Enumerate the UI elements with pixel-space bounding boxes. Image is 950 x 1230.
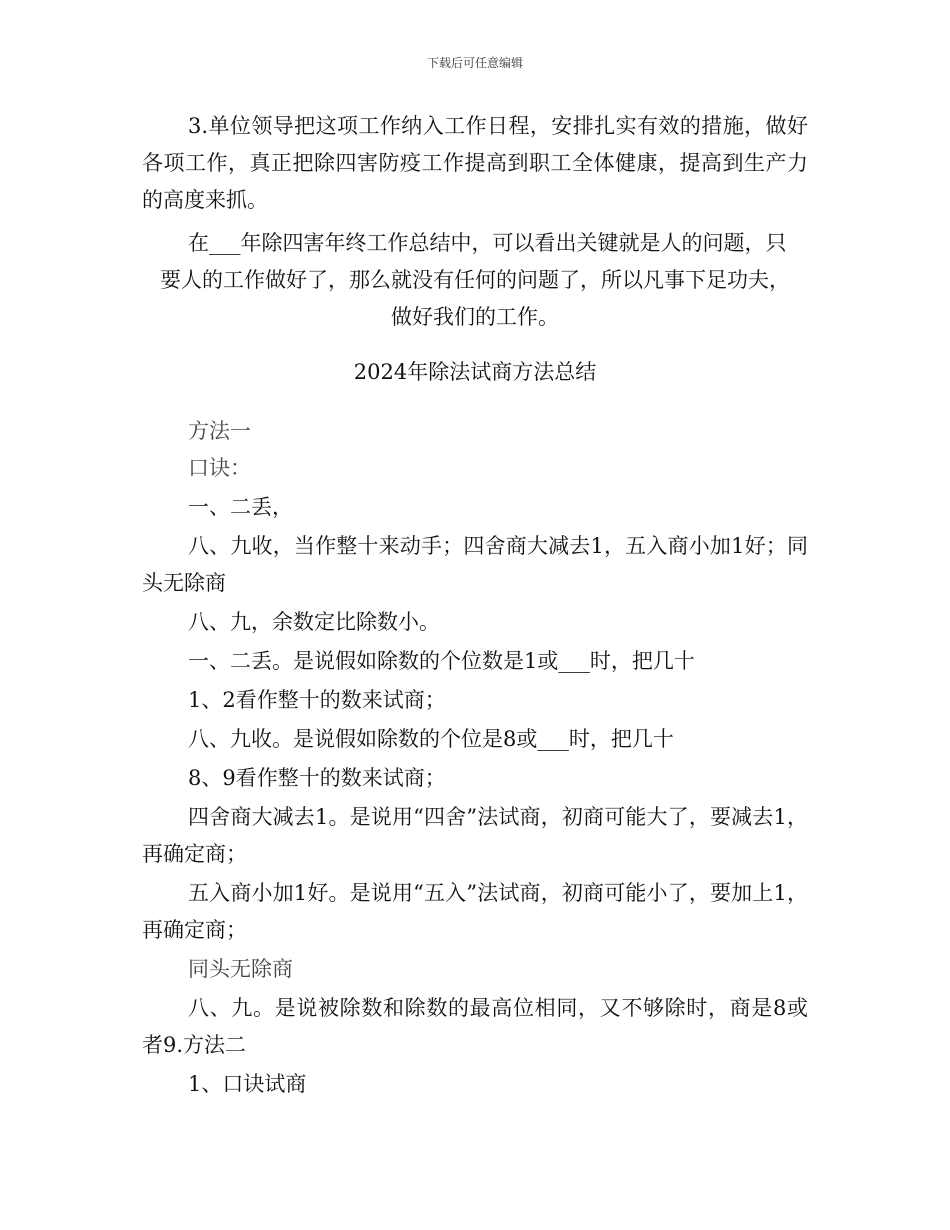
explanation-line-4: 8、9看作整十的数来试商；: [188, 766, 446, 790]
same-head-label: 同头无除商: [188, 957, 293, 981]
paragraph-summary-line-3: 做好我们的工作。: [391, 305, 559, 329]
mnemonic-line-3: 八、九，余数定比除数小。: [188, 610, 440, 634]
explanation-line-6: 五入商小加1好。是说用“五入”法试商，初商可能小了，要加上1，再确定商；: [142, 881, 808, 942]
section-title: 2024年除法试商方法总结: [353, 360, 597, 384]
paragraph-summary-line-1: 在___年除四害年终工作总结中，可以看出关键就是人的问题，只: [188, 231, 787, 255]
method-one-label: 方法一: [188, 419, 251, 443]
document-body: [142, 108, 808, 1103]
page-header: 下载后可任意编辑: [426, 56, 523, 70]
explanation-line-1: 一、二丢。是说假如除数的个位数是1或___时，把几十: [188, 649, 695, 673]
method-two-item-1: 1、口诀试商: [188, 1072, 307, 1096]
paragraph-summary-line-2: 要人的工作做好了，那么就没有任何的问题了，所以凡事下足功夫，: [160, 268, 790, 292]
paragraph-unit-leadership: 3.单位领导把这项工作纳入工作日程，安排扎实有效的措施，做好各项工作，真正把除四害防疫工作提高到职工全体健康，提高到生产力的高度来抓。: [142, 114, 808, 212]
mnemonic-label: 口诀：: [188, 456, 251, 480]
explanation-line-2: 1、2看作整十的数来试商；: [188, 688, 446, 712]
explanation-line-7: 八、九。是说被除数和除数的最高位相同，又不够除时，商是8或者9.方法二: [142, 996, 808, 1057]
mnemonic-line-2: 八、九收，当作整十来动手；四舍商大减去1，五入商小加1好；同头无除商: [142, 534, 808, 595]
explanation-line-5: 四舍商大减去1。是说用“四舍”法试商，初商可能大了，要减去1，再确定商；: [142, 805, 808, 866]
explanation-line-3: 八、九收。是说假如除数的个位是8或___时，把几十: [188, 727, 674, 751]
mnemonic-line-1: 一、二丢，: [188, 495, 293, 519]
